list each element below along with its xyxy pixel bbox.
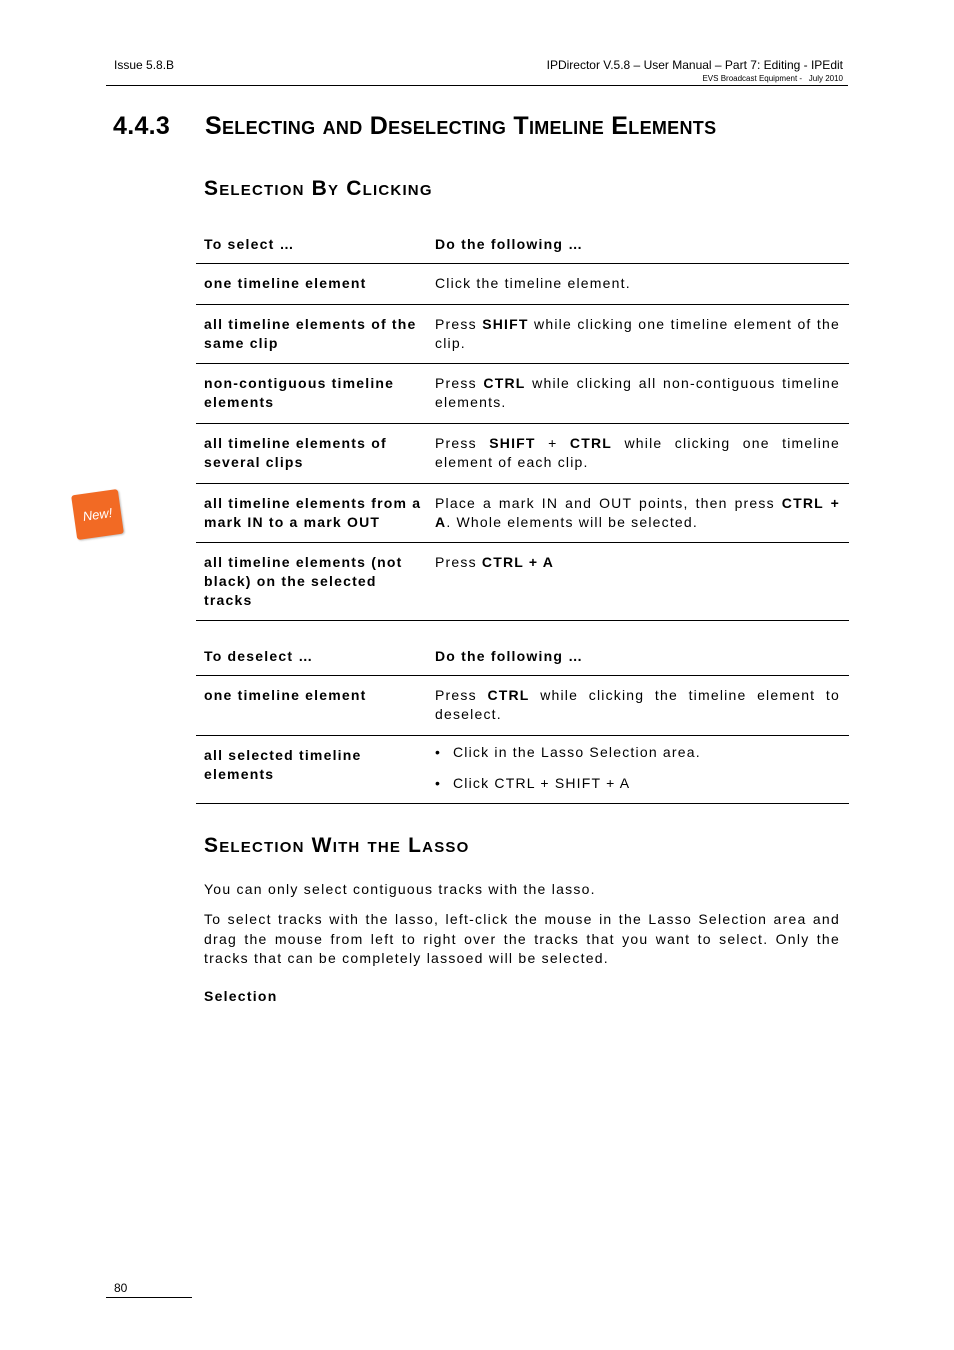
bullet-icon: • [435,744,442,760]
section-heading [113,112,716,141]
row-action [435,315,840,353]
text: while clicking one timeline element of each clip. [435,435,840,470]
document-title: IPDirector V.5.8 – User Manual – Part 7: Editing - IPEdit [546,58,843,72]
subheading: Selection [204,988,278,1004]
text: . Whole elements will be selected. [446,514,698,530]
table-row [196,305,849,364]
key-name: CTRL + A [435,495,840,530]
new-badge-text: New! [81,505,114,524]
row-label: all timeline elements of several clips [204,435,387,470]
text: Press [435,435,490,451]
column-header: To select … [204,236,295,252]
company-date [702,74,843,83]
subsection-title-lasso: Selection With the Lasso [204,834,470,857]
footer-rule [106,1297,192,1298]
row-label: non-contiguous timeline elements [204,375,395,410]
text: Press [435,316,483,332]
table-header-row [196,228,849,264]
text: Press [435,375,484,391]
table-row [196,484,849,543]
row-label: one timeline element [204,687,367,703]
row-label: all timeline elements from a mark IN to a mark OUT [204,495,422,530]
column-header: Do the following … [435,648,584,664]
issue-label: Issue 5.8.B [114,58,175,72]
key-name: CTRL [483,375,526,391]
list-item [435,743,840,762]
date-label: July 2010 [808,74,843,83]
row-label: all timeline elements (not black) on the selected tracks [204,554,403,608]
section-number: 4.4.3 [113,112,171,140]
row-action [435,374,840,412]
row-action [435,686,840,724]
paragraph: To select tracks with the lasso, left-click the mouse in the Lasso Selection area and drag the mouse from left to right over the tracks that you want to select. Only the tracks that can be completely lassoed will be selected. [204,911,840,966]
text: Press [435,687,488,703]
row-action [435,553,840,572]
list-item [435,774,840,793]
row-label: all timeline elements of the same clip [204,316,417,351]
select-table [196,228,849,621]
table-row [196,736,849,804]
table-row [196,424,849,484]
paragraph: You can only select contiguous tracks with the lasso. [204,881,596,897]
table-row [196,364,849,424]
table-row [196,676,849,736]
key-name: CTRL [487,687,530,703]
page-number: 80 [114,1281,128,1295]
text: Place a mark IN and OUT points, then press [435,495,782,511]
row-action [435,434,840,472]
column-header: To deselect … [204,648,314,664]
key-name: CTRL + A [481,554,555,570]
text: while clicking all non-contiguous timeline elements. [435,375,840,410]
header-rule [106,85,848,86]
row-label: all selected timeline elements [204,747,362,782]
bullet-list [435,743,840,793]
row-action: Click the timeline element. [435,275,631,291]
text: while clicking the timeline element to deselect. [435,687,840,722]
table-row [196,543,849,621]
company-name: EVS Broadcast Equipment - [702,74,803,83]
table-header-row [196,640,849,676]
text: Press [435,554,482,570]
deselect-table [196,640,849,804]
list-item-text: Click CTRL + SHIFT + A [453,775,631,791]
bullet-icon: • [435,775,442,791]
text: while clicking one timeline element of the clip. [435,316,840,351]
list-item-text: Click in the Lasso Selection area. [453,744,701,760]
column-header: Do the following … [435,236,584,252]
key-name: SHIFT [482,316,529,332]
new-badge-icon [71,489,124,540]
row-label: one timeline element [204,275,367,291]
row-action [435,494,840,532]
subsection-title-clicking: Selection By Clicking [204,177,433,200]
key-name: CTRL [569,435,613,451]
text: + [535,435,570,451]
key-name: SHIFT [489,435,536,451]
table-row [196,264,849,305]
section-title: Selecting and Deselecting Timeline Elements [205,112,717,140]
